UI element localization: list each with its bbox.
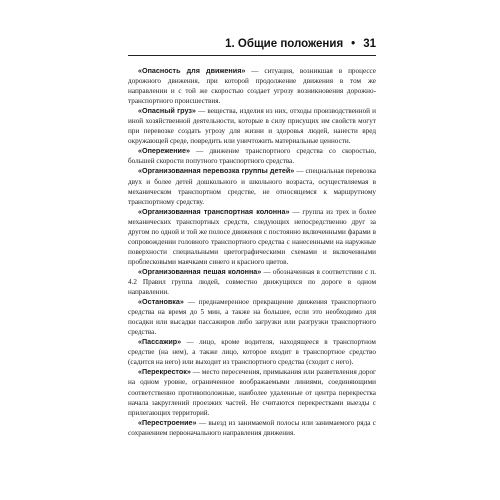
definition-term: «Пассажир» (138, 337, 182, 347)
definition-text: — специальная перевозка двух и более детей дошкольного и школьного возраста, осуществляемая в механическом транспортном средстве, не относящемся к маршрутному транспортному средству. (128, 167, 376, 206)
definition-text: — движение транспортного средства со скоростью, большей скорости попутного транспортного средства. (128, 147, 376, 166)
definition-paragraph (128, 267, 376, 297)
definition-paragraph (128, 146, 376, 166)
definition-text: — вещества, изделия из них, отходы производственной и иной хозяйственной деятельности, которые в силу присущих им свойств могут при перевозке создать угрозу для жизни и здоровья людей, нанести вред окружающей среде, повредить или уничтожить материальные ценности. (128, 107, 377, 146)
definition-paragraph (128, 106, 376, 146)
definition-text: — лицо, кроме водителя, находящееся в транспортном средстве (на нем), а также лицо, которое входит в транспортное средство (садится на него) или выходит из транспортного средства (сходит с него). (128, 338, 376, 367)
definition-text: — выезд из занимаемой полосы или занимаемого ряда с сохранением первоначального направления движения. (128, 418, 376, 437)
definition-text: — место пересечения, примыкания или разветвления дорог на одном уровне, ограниченное воображаемыми линиями, соединяющими соответственно противоположные, наиболее удаленные от центра перекрестка начала закруглений проезжих частей. Не считаются перекрестками выезды с прилегающих территорий. (128, 368, 376, 417)
definition-text: — обозначенная в соответствии с п. 4.2 Правил группа людей, совместно движущихся по дороге в одном направлении. (128, 267, 376, 297)
definition-term: «Организованная перевозка группы детей» (138, 166, 295, 176)
definition-paragraph (128, 166, 376, 206)
separator-bullet: • (351, 38, 356, 50)
definition-term: «Организованная транспортная колонна» (138, 206, 290, 216)
definition-text: — группа из трех и более механических транспортных средств, следующих непосредственно друг за другом по одной и той же полосе движения с постоянно включенными фарами в сопровождении головного транспортного средства с нанесенными на наружные поверхности специальными цветографическими схемами и включенными проблесковыми маячками синего и красного цветов. (128, 207, 377, 266)
definition-term: «Организованная пешая колонна» (138, 266, 262, 276)
definition-term: «Перестроение» (138, 417, 197, 427)
header-rule (128, 55, 376, 56)
definition-term: «Опережение» (138, 146, 190, 156)
definition-paragraph (128, 297, 376, 337)
definition-paragraph (128, 66, 376, 106)
definition-paragraph (128, 207, 376, 267)
definition-paragraph (128, 337, 376, 367)
running-header (128, 38, 376, 52)
page-number: 31 (363, 38, 376, 50)
definition-term: «Остановка» (138, 297, 184, 307)
definition-term: «Перекресток» (138, 367, 191, 377)
section-title: 1. Общие положения (225, 38, 344, 50)
definition-term: «Опасность для движения» (138, 66, 246, 75)
body-text (128, 66, 376, 438)
definition-term: «Опасный груз» (138, 106, 196, 116)
definition-text: — преднамеренное прекращение движения транспортного средства на время до 5 мин, а также на большее, если это необходимо для посадки или высадки пассажиров либо загрузки или разгрузки транспортного средства. (128, 298, 376, 337)
definition-paragraph (128, 367, 376, 417)
definition-paragraph (128, 418, 376, 438)
definition-text: — ситуация, возникшая в процессе дорожного движения, при которой продолжение движения в том же направлении и с той же скоростью создает угрозу возникновения дорожно-транспортного происшествия. (128, 67, 376, 106)
